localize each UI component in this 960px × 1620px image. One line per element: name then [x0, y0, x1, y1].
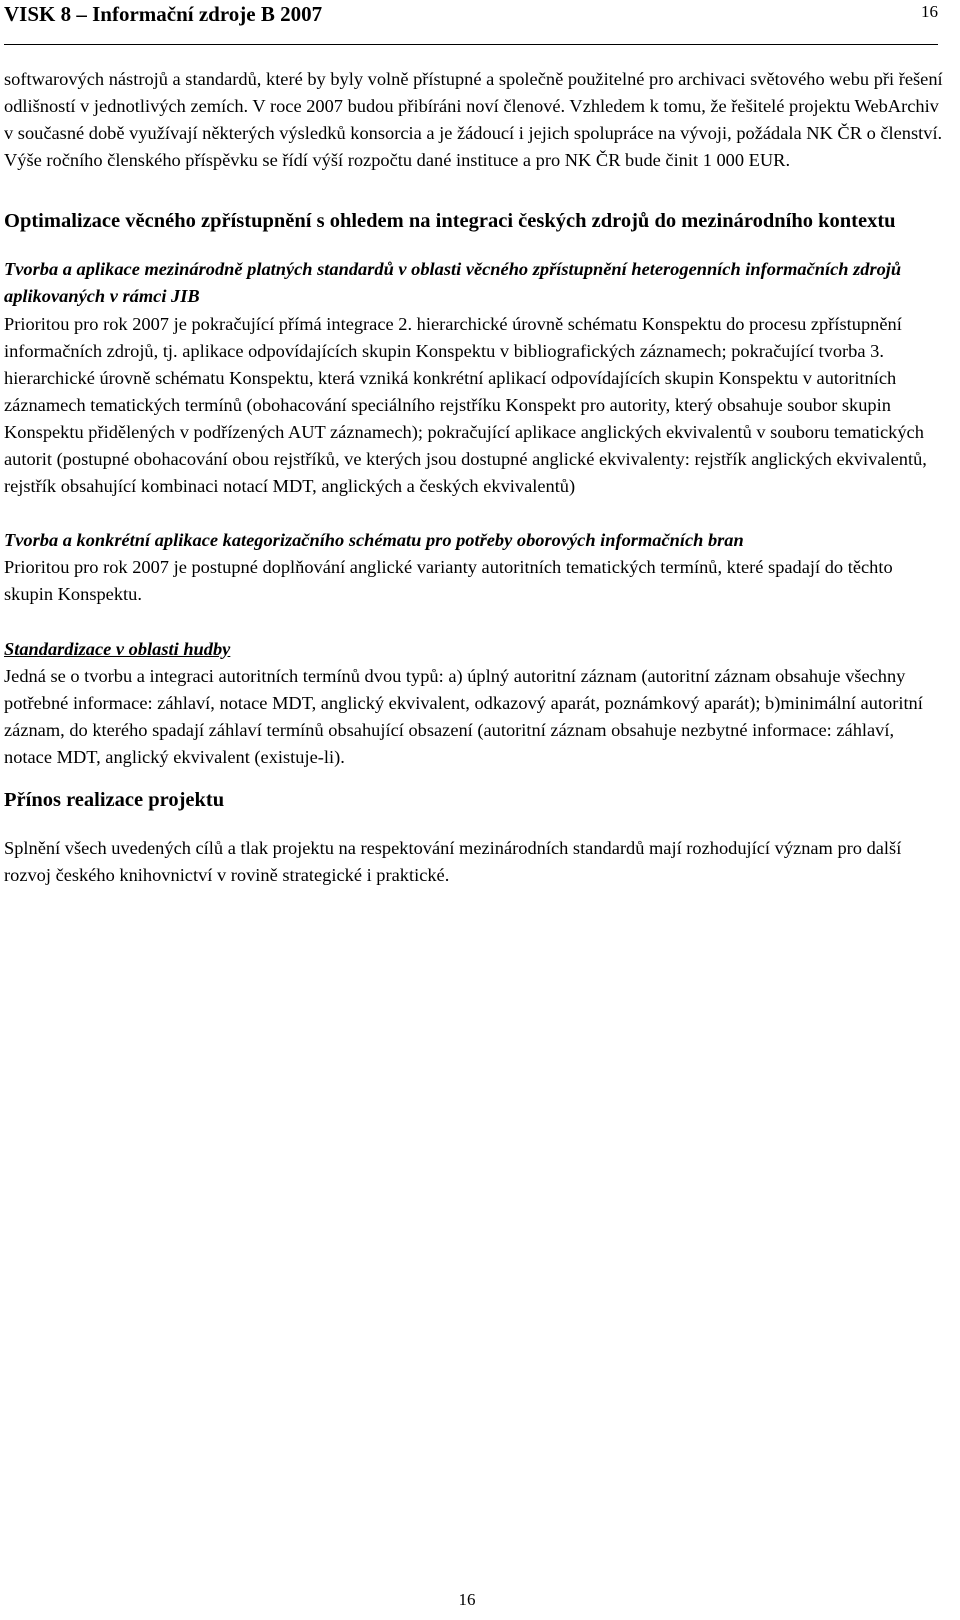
section-heading-prinos: Přínos realizace projektu: [4, 788, 225, 811]
subsection-text-standardizace-hudby: Jedná se o tvorbu a integraci autoritních termínů dvou typů: a) úplný autoritní záznam (autoritní záznam obsahuje všechny potřebné informace: záhlaví, notace MDT, anglický ekvivalent, odkazový aparát, poznámkový aparát); b)minimální autoritní záznam, do kterého spadají záhlaví termínů obsahující obsazení (autoritní záznam obsahuje nezbytné informace: záhlaví, notace MDT, anglický ekvivalent (existuje-li).: [4, 665, 923, 767]
page-header: [4, 0, 938, 45]
header-page-number: 16: [921, 2, 938, 21]
document-body: [4, 66, 944, 889]
section-heading-optimalizace: Optimalizace věcného zpřístupnění s ohledem na integraci českých zdrojů do mezinárodního kontextu: [4, 210, 896, 233]
section-text-prinos: Splnění všech uvedených cílů a tlak projektu na respektování mezinárodních standardů mají rozhodující význam pro další rozvoj českého knihovnictví v rovině strategické i praktické.: [4, 837, 902, 886]
subsection-text-kategorizacni-schema: Prioritou pro rok 2007 je postupné doplňování anglické varianty autoritních tematických termínů, které spadají do těchto skupin Konspektu.: [4, 557, 893, 605]
subsection-text-tvorba-standardu: Prioritou pro rok 2007 je pokračující přímá integrace 2. hierarchické úrovně schématu Konspektu do procesu zpřístupnění informačních zdrojů, tj. aplikace odpovídajících skupin Konspektu v bibliografických záznamech; pokračující tvorba 3. hierarchické úrovně schématu Konspektu, která vzniká konkrétní aplikací odpovídajících skupin Konspektu v autoritních záznamech tematických termínů (obohacování speciálního rejstříku Konspekt pro autority, který obsahuje soubor skupin Konspektu přidělených v podřízených AUT záznamech); pokračující aplikace anglických ekvivalentů v souboru tematických autorit (postupné obohacování obou rejstříků, ve kterých jsou dostupné anglické ekvivalenty: rejstřík anglických ekvivalentů, rejstřík obsahující kombinaci notací MDT, anglických a českých ekvivalentů): [4, 313, 927, 497]
intro-paragraph: softwarových nástrojů a standardů, které by byly volně přístupné a společně použitelné pro archivaci světového webu při řešení odlišností v jednotlivých zemích. V roce 2007 budou přibíráni noví členové. Vzhledem k tomu, že řešitelé projektu WebArchiv v současné době využívají některých výsledků konsorcia a je žádoucí i jejich spolupráce na vývoji, požádala NK ČR o členství. Výše ročního členského příspěvku se řídí výší rozpočtu dané instituce a pro NK ČR bude činit 1 000 EUR.: [4, 69, 943, 171]
subsection-title-kategorizacni-schema: Tvorba a konkrétní aplikace kategorizačního schématu pro potřeby oborových informačních bran: [4, 530, 744, 551]
header-title: VISK 8 – Informační zdroje B 2007: [4, 2, 323, 26]
footer-page-number: 16: [458, 1590, 476, 1609]
subsection-title-tvorba-standardu: Tvorba a aplikace mezinárodně platných standardů v oblasti věcného zpřístupnění heterogenních informačních zdrojů aplikovaných v rámci JIB: [4, 259, 902, 307]
subsection-title-standardizace-hudby: Standardizace v oblasti hudby: [4, 638, 231, 659]
